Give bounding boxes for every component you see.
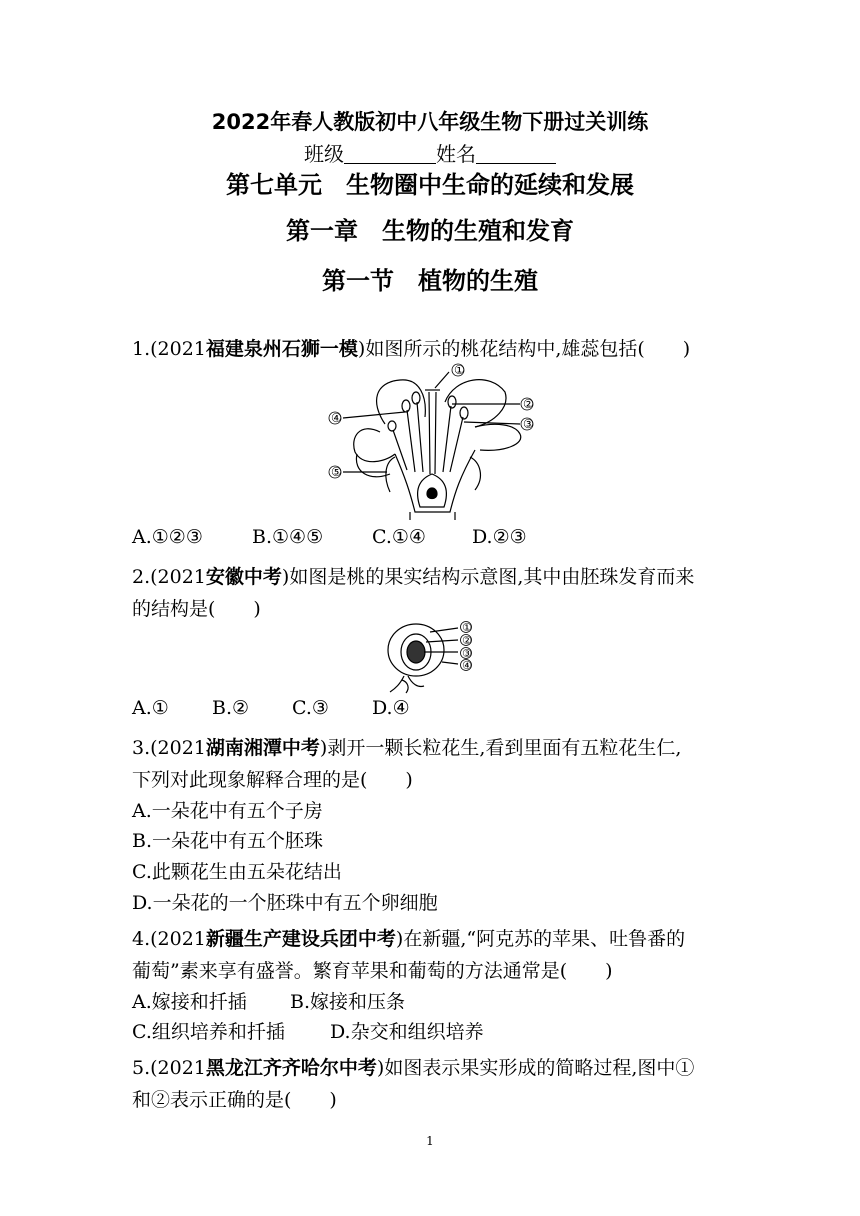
question-source: 黑龙江齐齐哈尔中考 (205, 1057, 377, 1079)
class-label: 班级 (304, 142, 344, 166)
question-source: 新疆生产建设兵团中考 (205, 928, 396, 950)
page-number: 1 (426, 1134, 434, 1148)
question-2-stem-cont: 的结构是( ) (132, 598, 261, 620)
fruit-label-2: ② (462, 634, 472, 647)
section-heading (0, 261, 860, 296)
option-a[interactable]: A.①②③ (132, 526, 203, 548)
option-d[interactable]: D.④ (372, 697, 410, 719)
peach-fruit-diagram (378, 618, 478, 696)
fruit-label-1: ① (462, 621, 472, 634)
question-5-stem: 5.(2021黑龙江齐齐哈尔中考)如图表示果实形成的简略过程,图中① (132, 1057, 695, 1079)
chapter-title: 生物的生殖和发育 (382, 217, 574, 245)
option-d[interactable]: D.②③ (472, 526, 527, 548)
option-b[interactable]: B.①④⑤ (252, 526, 324, 548)
question-source: 安徽中考 (205, 566, 282, 588)
peach-flower-diagram (315, 362, 545, 522)
option-a[interactable]: A.嫁接和扦插 (132, 991, 247, 1013)
name-label: 姓名 (436, 142, 476, 166)
section-number: 第一节 (322, 267, 394, 295)
section-title: 植物的生殖 (418, 267, 538, 295)
question-source: 福建泉州石狮一模 (205, 338, 358, 360)
option-b[interactable]: B.一朵花中有五个胚珠 (132, 830, 324, 852)
fruit-label-3: ③ (462, 647, 472, 660)
question-4-options-row1 (132, 987, 405, 1014)
unit-heading (0, 165, 860, 200)
question-3-stem-cont: 下列对此现象解释合理的是( ) (132, 769, 413, 791)
label-5: ⑤ (331, 465, 342, 479)
unit-number: 第七单元 (226, 171, 322, 199)
class-blank (344, 143, 436, 164)
question-source: 湖南湘潭中考 (205, 737, 320, 759)
chapter-number: 第一章 (286, 217, 358, 245)
option-c[interactable]: C.①④ (372, 526, 426, 548)
question-5-stem-cont: 和②表示正确的是( ) (132, 1089, 337, 1111)
option-c[interactable]: C.此颗花生由五朵花结出 (132, 861, 342, 883)
question-4-stem-cont: 葡萄”素来享有盛誉。繁育苹果和葡萄的方法通常是( ) (132, 960, 613, 982)
option-c[interactable]: C.组织培养和扦插 (132, 1021, 285, 1043)
option-a[interactable]: A.① (132, 697, 169, 719)
unit-title: 生物圈中生命的延续和发展 (346, 171, 634, 199)
option-b[interactable]: B.② (212, 697, 250, 719)
option-c[interactable]: C.③ (292, 697, 329, 719)
label-3: ③ (523, 417, 534, 431)
question-4-options-row2 (132, 1017, 484, 1044)
question-1-options (132, 526, 527, 548)
option-d[interactable]: D.一朵花的一个胚珠中有五个卵细胞 (132, 892, 438, 914)
question-2-options (132, 697, 410, 719)
question-2-stem: 2.(2021安徽中考)如图是桃的果实结构示意图,其中由胚珠发育而来 (132, 566, 695, 588)
option-d[interactable]: D.杂交和组织培养 (330, 1021, 484, 1043)
label-2: ② (523, 397, 534, 411)
option-b[interactable]: B.嫁接和压条 (290, 991, 406, 1013)
label-1: ① (454, 363, 465, 377)
question-1-stem: 1.(2021福建泉州石狮一模)如图所示的桃花结构中,雄蕊包括( ) (132, 338, 691, 360)
question-3-stem: 3.(2021湖南湘潭中考)剥开一颗长粒花生,看到里面有五粒花生仁, (132, 737, 682, 759)
question-4-stem: 4.(2021新疆生产建设兵团中考)在新疆,“阿克苏的苹果、吐鲁番的 (132, 928, 686, 950)
document-title: 2022年春人教版初中八年级生物下册过关训练 (211, 110, 649, 134)
chapter-heading (0, 211, 860, 246)
label-4: ④ (331, 411, 342, 425)
name-blank (476, 143, 556, 164)
fruit-label-4: ④ (462, 659, 472, 672)
class-name-line (0, 138, 860, 167)
option-a[interactable]: A.一朵花中有五个子房 (132, 800, 323, 822)
